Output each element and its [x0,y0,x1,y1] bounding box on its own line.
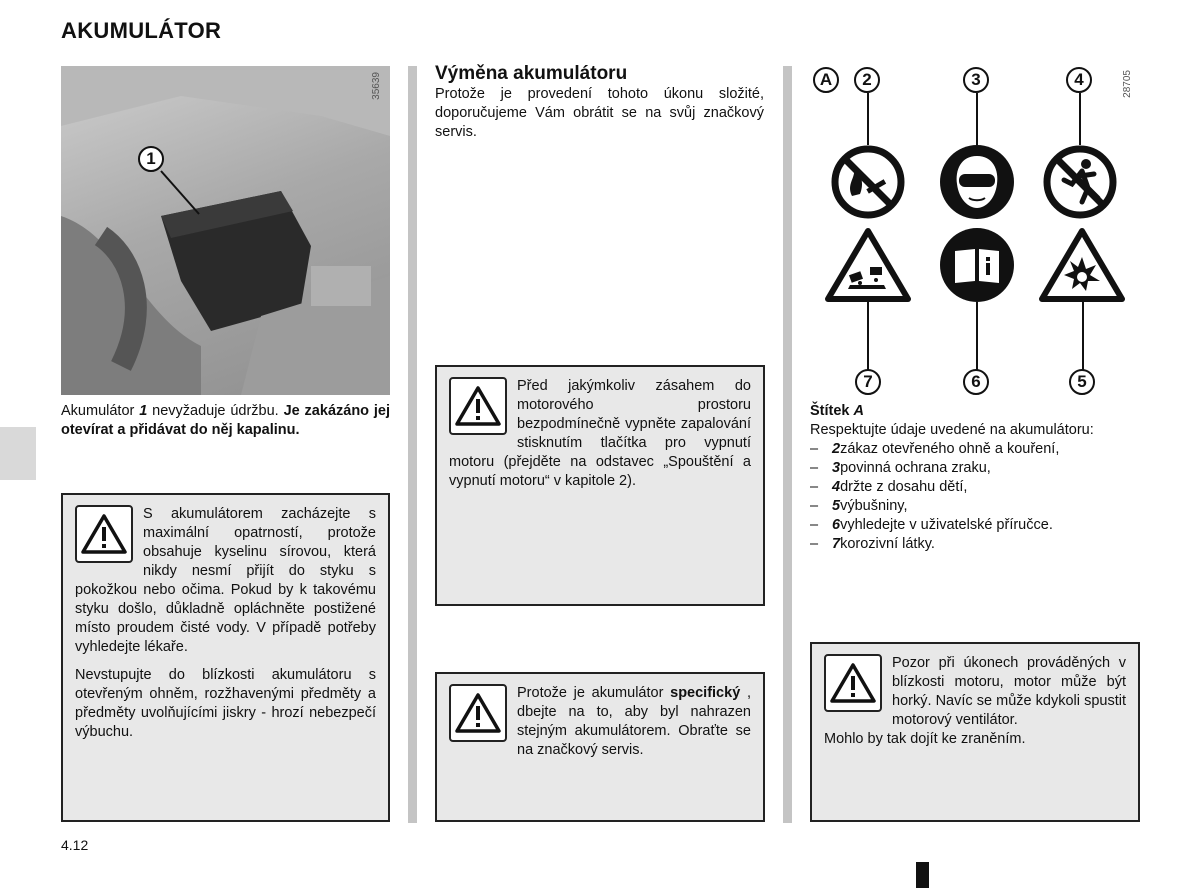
no-fire-icon [830,144,906,220]
list-item: – 2 zákaz otevřeného ohně a kouření, [810,441,1060,457]
callout-2: 2 [854,67,880,93]
caption-text: Akumulátor [61,403,140,419]
column-divider [408,66,417,823]
item-text: držte z dosahu dětí, [840,479,968,495]
hot-engine-warning [810,642,1140,822]
corrosive-icon [824,227,912,303]
battery-caption [61,402,390,440]
list-item: – 6 vyhledejte v uživatelské příručce. [810,517,1053,533]
keep-away-children-icon [1042,144,1118,220]
leader-line [1082,298,1084,370]
engine-illustration [61,66,390,395]
label-title [810,402,1150,421]
section-heading: Výměna akumulátoru [435,63,628,84]
battery-acid-warning [61,493,390,822]
label-legend [810,402,1150,554]
caption-text-mid: nevyžaduje údržbu. [147,403,284,419]
leader-line [976,93,978,145]
callout-5: 5 [1069,369,1095,395]
caption-number: 1 [139,403,148,419]
chapter-tab [0,427,36,480]
explosive-icon [1038,227,1126,303]
ignition-warning [435,365,765,606]
hot-engine-text-2: Mohlo by tak dojít ke zraněním. [824,731,1026,747]
callout-4: 4 [1066,67,1092,93]
leader-line [867,93,869,145]
callout-1: 1 [138,146,164,172]
warning-triangle-icon [75,505,133,563]
warning-text-2: Nevstupujte do blízkosti akumulátoru s otevřeným ohněm, rozžhavenými předměty a předměty uvolňujícími jiskry - hrozí nebezpečí výbuchu. [75,667,376,740]
warning2-post: , dbejte na to, aby byl nahrazen stejným akumulátorem. Obraťte se na značkový servis. [517,685,752,758]
caption-bold: Je zakázáno jej otevírat a přidávat do něj kapalinu. [61,403,391,438]
item-number: 4 [832,479,841,495]
leader-line [1079,93,1081,145]
leader-line [976,302,978,370]
callout-3: 3 [963,67,989,93]
specific-battery-warning [435,672,765,822]
item-text: vyhledejte v uživatelské příručce. [840,517,1053,533]
hot-engine-text: Pozor při úkonech prováděných v blízkosti motoru, motor může být horký. Navíc se může kdykoli spustit motorový ventilátor. [892,655,1126,728]
leader-line [867,302,869,370]
warning-text-1: S akumulátorem zacházejte s maximální opatrností, protože obsahuje kyselinu sírovou, která nikdy nesmí přijít do styku s pokožkou nebo očima. Pokud by k takovému styku došlo, důkladně opláchněte postižené místo proudem čisté vody. V případě potřeby vyhledejte lékaře. [75,506,376,655]
item-number: 2 [832,441,841,457]
item-number: 5 [832,498,841,514]
callout-7: 7 [855,369,881,395]
warning-triangle-icon [449,684,507,742]
label-title-letter: A [853,403,864,419]
label-items-list [810,440,1150,554]
warning-triangle-icon [824,654,882,712]
section-intro: Protože je provedení tohoto úkonu složité, doporučujeme Vám obrátit se na svůj značkový servis. [435,86,764,140]
item-text: zákaz otevřeného ohně a kouření, [840,441,1060,457]
warning-triangle-icon [449,377,507,435]
ignition-warning-text: Před jakýmkoliv zásahem do motorového prostoru bezpodmínečně vypněte zapalování stisknutím tlačítka pro vypnutí motoru (přejděte na odstavec „Spouštění a vypnutí motoru“ v kapitole 2). [449,378,751,489]
item-number: 3 [832,460,841,476]
battery-label-figure [810,62,1140,397]
list-item: – 4 držte z dosahu dětí, [810,479,968,495]
item-text: výbušniny, [840,498,908,514]
warning2-bold: specifický [670,685,741,701]
page-title: AKUMULÁTOR [61,18,222,43]
list-item: – 7 korozivní látky. [810,536,935,552]
item-number: 7 [832,536,841,552]
label-letter-a: A [813,67,839,93]
eye-protection-icon [939,144,1015,220]
photo-code: 35639 [371,72,382,100]
list-item: – 5 výbušniny, [810,498,908,514]
item-number: 6 [832,517,841,533]
page-number: 4.12 [61,837,89,853]
item-text: povinná ochrana zraku, [840,460,991,476]
engine-photo [61,66,390,395]
label-title-prefix: Štítek [810,403,854,419]
figure-code: 28705 [1122,70,1133,98]
label-intro: Respektujte údaje uvedené na akumulátoru: [810,422,1094,438]
list-item: – 3 povinná ochrana zraku, [810,460,991,476]
read-manual-icon [939,227,1015,303]
warning2-pre: Protože je akumulátor [517,685,671,701]
callout-6: 6 [963,369,989,395]
page-edge-marker [916,862,929,888]
item-text: korozivní látky. [840,536,935,552]
column-divider [783,66,792,823]
